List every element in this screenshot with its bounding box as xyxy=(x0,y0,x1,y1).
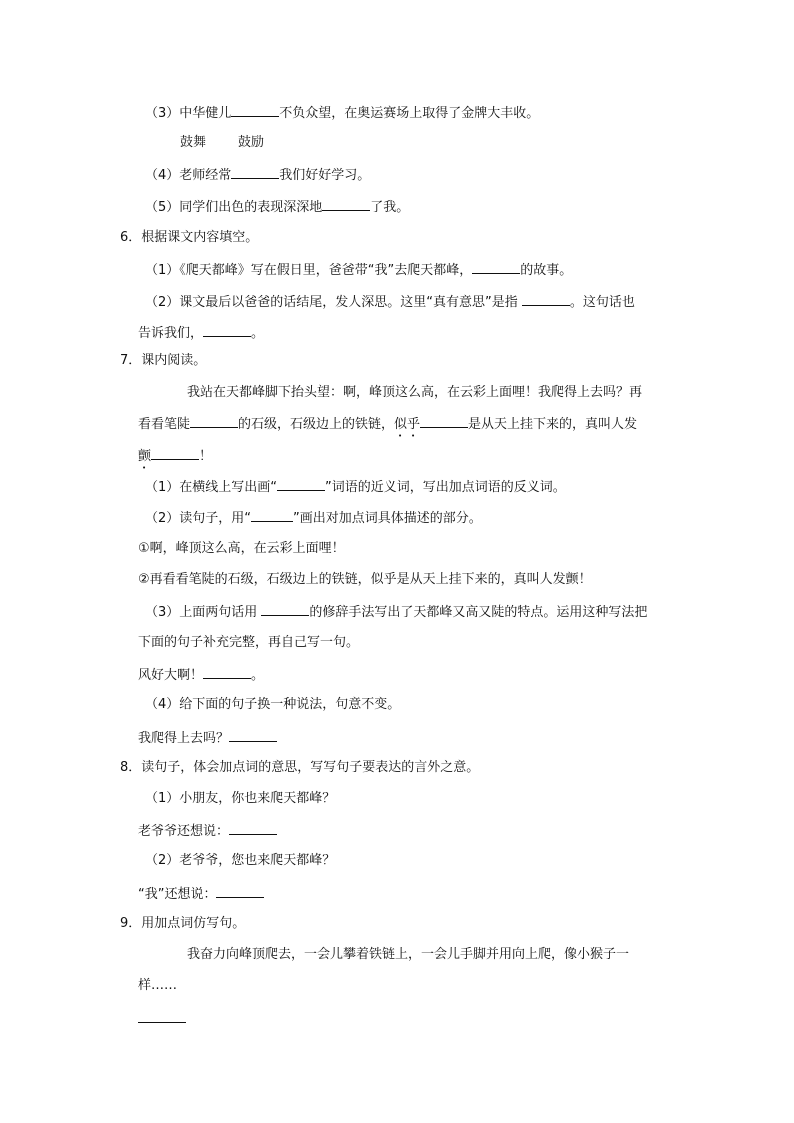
underline-sample xyxy=(277,476,325,491)
q5-item-5-text-b: 了我。 xyxy=(370,200,410,215)
q7-title: 7．课内阅读。 xyxy=(120,353,207,368)
q7-sub-2 xyxy=(145,507,482,529)
q6-item-2-text-b: 。这句话也 xyxy=(569,295,635,310)
q5-item-4 xyxy=(145,164,370,186)
q5-word-choices xyxy=(180,133,264,153)
q7-sub-3-text-a: （3）上面两句话用 xyxy=(145,605,262,620)
underline-sample xyxy=(251,507,293,522)
answer-blank[interactable] xyxy=(472,259,520,274)
q7-wind-text-b: 。 xyxy=(251,668,265,683)
q9-title: 9．用加点词仿写句。 xyxy=(120,916,246,931)
q7-wind-sentence xyxy=(138,664,264,686)
q6-title: 6．根据课文内容填空。 xyxy=(120,230,259,245)
q5-item-3-text-b: 不负众望，在奥运赛场上取得了金牌大丰收。 xyxy=(279,106,540,121)
choice-word-2: 鼓励 xyxy=(238,135,265,150)
q6-item-1-text-a: （1）《爬天都峰》写在假日里，爸爸带“我”去爬天都峰， xyxy=(145,263,473,278)
answer-blank[interactable] xyxy=(229,727,277,742)
q9-passage-line-1: 我奋力向峰顶爬去，一会儿攀着铁链上，一会儿手脚并用向上爬，像小猴子一 xyxy=(187,947,630,962)
q9-answer xyxy=(138,1008,186,1030)
q7-passage-text-b: 的石级，石级边上的铁链， xyxy=(238,417,395,432)
q7-sentence-2: ②再看看笔陡的石级，石级边上的铁链，似乎是从天上挂下来的，真叫人发颤！ xyxy=(138,572,592,587)
answer-blank[interactable] xyxy=(216,883,264,898)
q5-item-4-text-b: 我们好好学习。 xyxy=(279,168,371,183)
q8-title: 8．读句子，体会加点词的意思，写写句子要表达的言外之意。 xyxy=(120,760,480,775)
answer-blank[interactable] xyxy=(138,1008,186,1023)
answer-blank[interactable] xyxy=(229,820,277,835)
q5-item-5-text-a: （5）同学们出色的表现深深地 xyxy=(145,200,323,215)
q8-answer-2 xyxy=(138,883,264,905)
answer-blank[interactable] xyxy=(203,664,251,679)
q6-item-2-text-a: （2）课文最后以爸爸的话结尾，发人深思。这里“真有意思”是指 xyxy=(145,295,522,310)
q7-sub-4: （4）给下面的句子换一种说法，句意不变。 xyxy=(145,697,401,712)
q7-passage-line-2 xyxy=(138,413,637,440)
q7-sub-3-cont: 下面的句子补充完整，再自己写一句。 xyxy=(138,635,360,650)
answer-blank[interactable] xyxy=(203,322,251,337)
answer-blank[interactable] xyxy=(231,164,279,179)
q6-item-2-cont xyxy=(138,322,264,344)
q6-item-2 xyxy=(145,291,635,313)
q7-sentence-1: ①啊，峰顶这么高，在云彩上面哩！ xyxy=(138,541,345,556)
q5-item-5 xyxy=(145,196,409,218)
q6-item-2-cont-text-a: 告诉我们， xyxy=(138,326,204,341)
q7-sub-1 xyxy=(145,476,566,498)
q8-answer-1 xyxy=(138,820,277,842)
q7-dotted-word: 似乎 xyxy=(394,417,421,432)
q5-item-4-text-a: （4）老师经常 xyxy=(145,168,232,183)
q7-passage-text-a: 看看笔陡 xyxy=(138,417,191,432)
choice-word-1: 鼓舞 xyxy=(180,135,207,150)
q8-answer-2-label: “我”还想说： xyxy=(138,887,217,902)
q6-item-2-cont-text-b: 。 xyxy=(251,326,265,341)
q8-sub-1: （1）小朋友，你也来爬天都峰？ xyxy=(145,791,336,806)
q7-sub-1-text-a: （1）在横线上写出画“ xyxy=(145,480,278,495)
q5-item-3-text-a: （3）中华健儿 xyxy=(145,106,232,121)
q7-sub-3-text-b: 的修辞手法写出了天都峰又高又陡的特点。运用这种写法把 xyxy=(309,605,648,620)
q7-dotted-char: 颤 xyxy=(138,449,152,464)
answer-blank[interactable] xyxy=(420,413,468,428)
q7-passage-line-1: 我站在天都峰脚下抬头望：啊，峰顶这么高，在云彩上面哩！我爬得上去吗？再 xyxy=(187,385,643,400)
q8-answer-1-label: 老爷爷还想说： xyxy=(138,824,230,839)
answer-blank[interactable] xyxy=(190,413,238,428)
q7-sub-2-text-b: ”画出对加点词具体描述的部分。 xyxy=(293,511,482,526)
q7-passage-text-d: 是从天上挂下来的，真叫人发 xyxy=(468,417,638,432)
answer-blank[interactable] xyxy=(522,291,570,306)
q6-item-1-text-b: 的故事。 xyxy=(520,263,573,278)
q7-sub-1-text-b: ”词语的近义词，写出加点词语的反义词。 xyxy=(325,480,566,495)
answer-blank[interactable] xyxy=(231,102,279,117)
q8-sub-2: （2）老爷爷，您也来爬天都峰？ xyxy=(145,853,336,868)
q6-item-1 xyxy=(145,259,572,281)
q7-sub-2-text-a: （2）读句子，用“ xyxy=(145,511,252,526)
q7-passage-line-3 xyxy=(138,445,212,472)
answer-blank[interactable] xyxy=(261,601,309,616)
q5-item-3 xyxy=(145,102,539,124)
answer-blank[interactable] xyxy=(151,445,199,460)
q7-passage-text-end: ！ xyxy=(199,449,213,464)
q7-climb-sentence xyxy=(138,727,277,749)
q7-climb-text: 我爬得上去吗？ xyxy=(138,731,230,746)
answer-blank[interactable] xyxy=(322,196,370,211)
q9-passage-line-2: 样…… xyxy=(138,978,178,993)
q7-sub-3 xyxy=(145,601,647,623)
q7-wind-text-a: 风好大啊！ xyxy=(138,668,204,683)
